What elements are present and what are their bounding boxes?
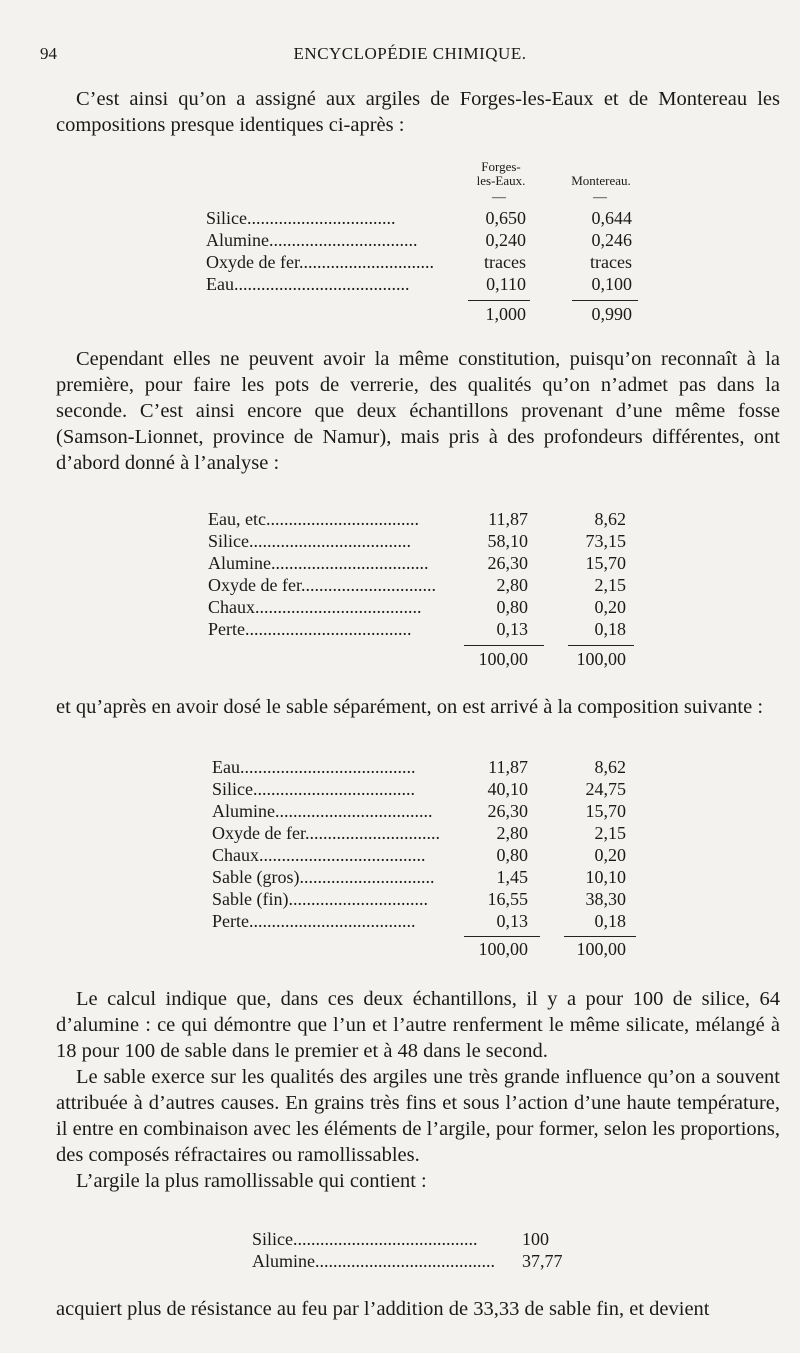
row-label: Chaux..................................... bbox=[212, 845, 426, 865]
table-row bbox=[206, 273, 646, 295]
value-sample-1: 40,10 bbox=[487, 779, 528, 799]
value-sample-2: 73,15 bbox=[585, 531, 626, 551]
paragraph-calculation: Le calcul indique que, dans ces deux échantillons, il y a pour 100 de silice, 64 d’alumine : ce qui démontre que l’un et l’autre renferment le même silicate, mélangé à 18 pour 100 de sable dans le premier et à 48 dans le second. bbox=[56, 988, 780, 1062]
value-sample-1: 26,30 bbox=[487, 553, 528, 573]
total-forges: 1,000 bbox=[485, 304, 526, 324]
table-row bbox=[206, 229, 646, 251]
value-forges: 0,650 bbox=[485, 208, 526, 228]
row-label: Chaux..................................... bbox=[208, 597, 422, 617]
value-sample-1: 11,87 bbox=[488, 509, 528, 529]
table-ramollissable-clay bbox=[252, 1228, 612, 1272]
table-total-row bbox=[212, 938, 652, 960]
table-row bbox=[252, 1228, 612, 1250]
sum-rule bbox=[464, 936, 540, 937]
running-title: ENCYCLOPÉDIE CHIMIQUE. bbox=[293, 44, 527, 63]
total-sample-2: 100,00 bbox=[576, 939, 626, 959]
table-row bbox=[208, 552, 648, 574]
value-sample-2: 0,18 bbox=[594, 619, 626, 639]
total-sample-2: 100,00 bbox=[576, 649, 626, 669]
value-sample-2: 0,20 bbox=[594, 845, 626, 865]
value-montereau: 0,100 bbox=[591, 274, 632, 294]
column-header-forges-line1: Forges- bbox=[481, 159, 521, 174]
sum-rule bbox=[572, 300, 638, 301]
value-ratio: 37,77 bbox=[522, 1251, 563, 1271]
value-sample-1: 2,80 bbox=[496, 823, 528, 843]
value-montereau: 0,246 bbox=[591, 230, 632, 250]
row-label: Eau....................................... bbox=[212, 757, 416, 777]
row-label: Oxyde de fer.............................. bbox=[206, 252, 434, 272]
value-sample-2: 15,70 bbox=[585, 801, 626, 821]
row-label: Eau, etc.................................. bbox=[208, 509, 419, 529]
paragraph-resistance: acquiert plus de résistance au feu par l’addition de 33,33 de sable fin, et devient bbox=[56, 1298, 710, 1320]
value-sample-2: 38,30 bbox=[585, 889, 626, 909]
value-sample-1: 0,13 bbox=[496, 619, 528, 639]
table-row bbox=[208, 574, 648, 596]
column-dash: — bbox=[492, 190, 506, 205]
row-label: Silice.................................... bbox=[208, 531, 411, 551]
table-row bbox=[212, 844, 652, 866]
value-sample-2: 8,62 bbox=[594, 757, 626, 777]
table-row bbox=[208, 596, 648, 618]
row-label: Sable (fin)............................... bbox=[212, 889, 428, 909]
paragraph-ramollissable: L’argile la plus ramollissable qui contient : bbox=[76, 1170, 427, 1192]
row-label: Alumine................................... bbox=[212, 801, 433, 821]
column-header-forges-line2: les-Eaux. bbox=[476, 173, 526, 188]
value-sample-1: 0,13 bbox=[496, 911, 528, 931]
table-first-analysis bbox=[208, 508, 648, 670]
table-second-analysis bbox=[212, 756, 652, 960]
table-row bbox=[206, 251, 646, 273]
table-row bbox=[212, 866, 652, 888]
table-row bbox=[212, 888, 652, 910]
sum-rule bbox=[568, 645, 634, 646]
value-forges: 0,110 bbox=[486, 274, 526, 294]
table-row bbox=[212, 822, 652, 844]
row-label: Silice.................................... bbox=[212, 779, 415, 799]
value-sample-1: 0,80 bbox=[496, 597, 528, 617]
row-label: Eau....................................... bbox=[206, 274, 410, 294]
value-sample-2: 8,62 bbox=[594, 509, 626, 529]
total-sample-1: 100,00 bbox=[478, 939, 528, 959]
value-sample-1: 1,45 bbox=[496, 867, 528, 887]
table-row bbox=[208, 618, 648, 640]
value-sample-1: 0,80 bbox=[496, 845, 528, 865]
table-row bbox=[212, 910, 652, 932]
row-label: Sable (gros).............................. bbox=[212, 867, 435, 887]
value-sample-2: 2,15 bbox=[594, 823, 626, 843]
value-sample-2: 2,15 bbox=[594, 575, 626, 595]
value-montereau: 0,644 bbox=[591, 208, 632, 228]
row-label: Oxyde de fer.............................. bbox=[212, 823, 440, 843]
paragraph-after-sand: et qu’après en avoir dosé le sable séparément, on est arrivé à la composition suivante : bbox=[56, 696, 764, 718]
column-header-montereau: Montereau. bbox=[571, 173, 631, 188]
value-sample-2: 15,70 bbox=[585, 553, 626, 573]
column-dash: — bbox=[593, 190, 607, 205]
table-row bbox=[212, 756, 652, 778]
value-sample-1: 11,87 bbox=[488, 757, 528, 777]
row-label: Alumine................................. bbox=[206, 230, 418, 250]
value-forges: traces bbox=[484, 252, 526, 272]
row-label: Silice......................................... bbox=[252, 1229, 478, 1249]
sum-rule bbox=[468, 300, 530, 301]
value-sample-2: 0,18 bbox=[594, 911, 626, 931]
sum-rule bbox=[464, 645, 544, 646]
page-number: 94 bbox=[40, 44, 57, 63]
column-header-forges bbox=[466, 160, 536, 188]
paragraph-intro: C’est ainsi qu’on a assigné aux argiles de Forges-les-Eaux et de Montereau les compositions presque identiques ci-après : bbox=[56, 88, 780, 136]
table-row bbox=[208, 508, 648, 530]
total-sample-1: 100,00 bbox=[478, 649, 528, 669]
row-label: Alumine................................... bbox=[208, 553, 429, 573]
table-total-row bbox=[206, 303, 646, 325]
total-montereau: 0,990 bbox=[591, 304, 632, 324]
row-label: Perte..................................... bbox=[208, 619, 412, 639]
sum-rule bbox=[564, 936, 636, 937]
paragraph-sand-influence: Le sable exerce sur les qualités des argiles une très grande influence qu’on a souvent attribuée à d’autres causes. En grains très fins et sous l’action d’une haute température, il entre en combinaison avec les éléments de l’argile, pour former, selon les proportions, des composés réfractaires ou ramollissables. bbox=[56, 1066, 780, 1166]
paragraph-constitution: Cependant elles ne peuvent avoir la même constitution, puisqu’on reconnaît à la première, pour faire les pots de verrerie, des qualités qu’on n’admet pas dans la seconde. C’est ainsi encore que deux échantillons provenant d’une même fosse (Samson-Lionnet, province de Namur), mais pris à des profondeurs différentes, ont d’abord donné à l’analyse : bbox=[56, 348, 780, 474]
value-sample-2: 10,10 bbox=[585, 867, 626, 887]
table-row bbox=[206, 207, 646, 229]
value-montereau: traces bbox=[590, 252, 632, 272]
table-row bbox=[252, 1250, 612, 1272]
table-row bbox=[212, 800, 652, 822]
value-ratio: 100 bbox=[522, 1229, 549, 1249]
table-row bbox=[212, 778, 652, 800]
table-clay-composition bbox=[206, 207, 646, 325]
row-label: Alumine........................................ bbox=[252, 1251, 495, 1271]
page-header bbox=[40, 44, 780, 74]
row-label: Silice................................. bbox=[206, 208, 396, 228]
table-total-row bbox=[208, 648, 648, 670]
value-sample-1: 2,80 bbox=[496, 575, 528, 595]
value-forges: 0,240 bbox=[485, 230, 526, 250]
value-sample-2: 24,75 bbox=[585, 779, 626, 799]
value-sample-1: 16,55 bbox=[487, 889, 528, 909]
value-sample-1: 58,10 bbox=[487, 531, 528, 551]
row-label: Perte..................................... bbox=[212, 911, 416, 931]
value-sample-1: 26,30 bbox=[487, 801, 528, 821]
table-row bbox=[208, 530, 648, 552]
row-label: Oxyde de fer.............................. bbox=[208, 575, 436, 595]
value-sample-2: 0,20 bbox=[594, 597, 626, 617]
